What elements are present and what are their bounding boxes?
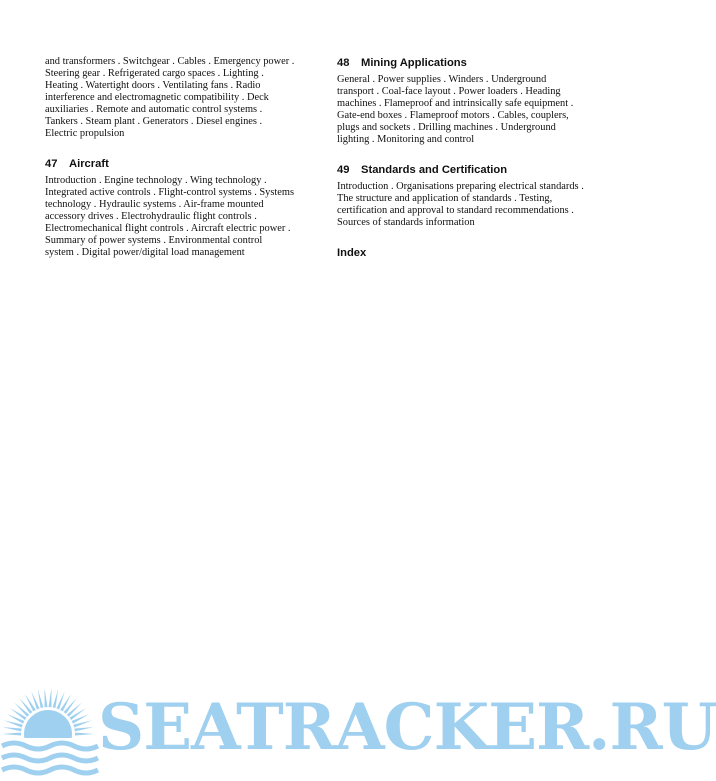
chapter-heading [45, 157, 317, 171]
sun-ray [64, 698, 77, 714]
text-line: Sources of standards information [337, 217, 475, 228]
right-column [337, 56, 613, 264]
sun-ray [69, 708, 86, 720]
text-line: plugs and sockets . Drilling machines . Underground [337, 122, 556, 133]
text-line: technology . Hydraulic systems . Air-frame mounted [45, 199, 264, 210]
chapter-47-section [45, 157, 317, 259]
sun-ray [75, 733, 94, 736]
sun-ray [3, 727, 22, 731]
text-line: Introduction . Organisations preparing electrical standards . [337, 181, 584, 192]
text-line: accessory drives . Electrohydraulic flight controls . [45, 211, 257, 222]
chapter-number: 47 [45, 158, 58, 170]
watermark-text: SEATRACKER.RU [98, 690, 716, 765]
chapter-49-section [337, 163, 613, 229]
text-line: machines . Flameproof and intrinsically safe equipment . [337, 98, 574, 109]
chapter-contents [337, 181, 613, 229]
sun-ray [38, 689, 44, 708]
text-line: The structure and application of standards . Testing, [337, 193, 553, 204]
text-line: auxiliaries . Remote and automatic control systems . [45, 104, 263, 115]
chapter-heading [337, 163, 613, 177]
chapter-contents [337, 74, 613, 146]
text-line: Integrated active controls . Flight-control systems . Systems [45, 187, 295, 198]
left-column [45, 56, 317, 259]
text-line: interference and electromagnetic compatibility . Deck [45, 92, 269, 103]
chapter-heading [337, 56, 613, 70]
text-line: General . Power supplies . Winders . Underground [337, 74, 547, 85]
index-heading: Index [337, 247, 367, 259]
sun-ray [67, 703, 82, 717]
sun-ray [53, 689, 59, 708]
text-line: Electromechanical flight controls . Aircraft electric power . [45, 223, 291, 234]
text-line: transport . Coal-face layout . Power loaders . Heading [337, 86, 561, 97]
text-line: certification and approval to standard recommendations . [337, 205, 574, 216]
text-line: Electric propulsion [45, 128, 125, 139]
text-line: lighting . Monitoring and control [337, 134, 475, 145]
text-line: Summary of power systems . Environmental control [45, 235, 263, 246]
sun-ray [25, 694, 36, 711]
sun-ray [49, 688, 52, 707]
sun-ray [10, 708, 27, 720]
chapter-title: Mining Applications [361, 57, 467, 69]
sun-ray [2, 733, 21, 736]
sun-ray [60, 694, 71, 711]
chapter-number: 48 [337, 57, 350, 69]
chapter-title: Standards and Certification [361, 164, 508, 176]
sun-ray [74, 727, 93, 731]
chapter-title: Aircraft [69, 158, 109, 170]
text-line: Steering gear . Refrigerated cargo spaces . Lighting . [45, 68, 264, 79]
text-line: Tankers . Steam plant . Generators . Diesel engines . [45, 116, 263, 127]
text-line: Introduction . Engine technology . Wing technology . [45, 175, 267, 186]
text-line: and transformers . Switchgear . Cables . Emergency power . [45, 56, 295, 67]
chapter-number: 49 [337, 164, 350, 176]
text-line: Heating . Watertight doors . Ventilating fans . Radio [45, 80, 261, 91]
sun-ray [45, 688, 48, 707]
text-line: Gate-end boxes . Flameproof motors . Cables, couplers, [337, 110, 569, 121]
chapter-48-section [337, 56, 613, 146]
sun-ray [14, 703, 29, 717]
sun-ray [19, 698, 32, 714]
chapter-contents [45, 175, 317, 259]
previous-chapter-continuation [45, 56, 317, 140]
text-line: system . Digital power/digital load management [45, 247, 245, 258]
